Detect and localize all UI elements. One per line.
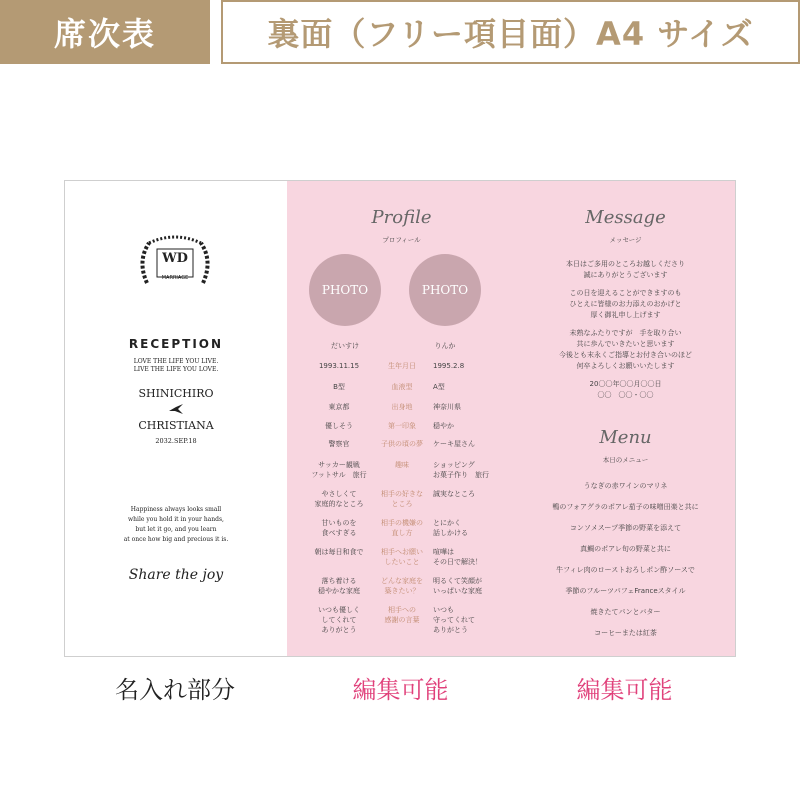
- profile-right-value: A型: [433, 383, 445, 391]
- header-tag: 席次表: [0, 0, 210, 64]
- message-line: 未熟なふたりですが 手を取り合い: [569, 329, 682, 337]
- profile-right-value: 明るくて笑顔が いっぱいな家庭: [433, 577, 482, 595]
- header-title: 裏面（フリー項目面）A4 サイズ: [221, 0, 800, 64]
- profile-right-value: 穏やか: [433, 422, 454, 430]
- profile-item-label: 相手への 感謝の言葉: [384, 606, 420, 624]
- message-panel: [516, 181, 735, 656]
- profile-right-value: 神奈川県: [433, 403, 461, 411]
- profile-item-label: 相手の機嫌の 直し方: [381, 519, 423, 537]
- quote-line: but let it go, and you learn: [135, 526, 217, 533]
- profile-left-value: 1993.11.15: [318, 362, 360, 370]
- profile-left-value: いつも優しく してくれて ありがとう: [318, 606, 360, 634]
- label-editable-message: 編集可能: [576, 676, 673, 704]
- message-line: 20〇〇年〇〇月〇〇日: [589, 380, 662, 388]
- label-editable-profile: 編集可能: [352, 676, 449, 704]
- profile-left-value: 甘いものを 食べすぎる: [321, 519, 357, 537]
- photo-right: PHOTO: [409, 254, 481, 326]
- profile-item-label: 第一印象: [388, 422, 416, 430]
- quote-line: while you hold it in your hands,: [128, 516, 224, 523]
- profile-right-value: とにかく 話しかける: [433, 519, 468, 537]
- profile-right-value: 誠実なところ: [433, 490, 475, 498]
- seating-chart-sheet: [64, 180, 736, 657]
- menu-title: Menu: [599, 427, 652, 448]
- message-line: 今後とも末永くご指導とお付き合いのほど: [559, 351, 692, 359]
- menu-item: うなぎの赤ワインのマリネ: [583, 482, 668, 490]
- menu-item: 真鯛のポアレ旬の野菜と共に: [580, 545, 671, 553]
- motto-2: LIVE THE LIFE YOU LOVE.: [133, 366, 219, 373]
- menu-item: コンソメスープ季節の野菜を添えて: [569, 524, 682, 532]
- message-line: 〇〇 〇〇・〇〇: [597, 391, 654, 399]
- bride-name: CHRISTIANA: [138, 419, 214, 432]
- profile-item-label: 出身地: [391, 403, 413, 411]
- profile-item-label: 相手へお願い したいこと: [381, 548, 423, 566]
- profile-subtitle: プロフィール: [382, 236, 421, 244]
- profile-left-value: 朝は毎日和食で: [314, 548, 364, 556]
- profile-left-value: 優しそう: [325, 422, 353, 430]
- quote-line: at once how big and precious it is.: [123, 536, 229, 543]
- profile-right-value: 喧嘩は その日で解決！: [433, 548, 482, 566]
- share-the-joy: Share the joy: [128, 567, 224, 583]
- menu-item: 鴨のフォアグラのポアレ茄子の味噌田楽と共に: [552, 503, 699, 511]
- name-panel: [65, 181, 287, 656]
- quote-line: Happiness always looks small: [130, 506, 222, 513]
- name-left: だいすけ: [331, 342, 359, 350]
- message-line: 厚く御礼申し上げます: [590, 311, 661, 319]
- menu-item: 季節のフルーツパフェFranceスタイル: [565, 587, 686, 595]
- profile-item-label: 生年月日: [388, 362, 416, 370]
- profile-left-value: やさしくて 家庭的なところ: [314, 490, 364, 508]
- profile-right-value: 1995.2.8: [433, 362, 465, 370]
- message-line: ひとえに皆様のお力添えのおかげと: [569, 300, 682, 308]
- profile-left-value: B型: [333, 383, 345, 391]
- message-line: この日を迎えることができますのも: [569, 289, 682, 297]
- swallow-icon: [167, 403, 185, 415]
- profile-left-value: 警察官: [328, 440, 350, 448]
- menu-item: 牛フィレ肉のローストおろしポン酢ソースで: [556, 566, 695, 574]
- profile-left-value: サッカー観戦 フットサル 旅行: [311, 461, 367, 479]
- profile-right-value: ショッピング お菓子作り 旅行: [433, 461, 489, 479]
- profile-item-label: 子供の頃の夢: [381, 440, 423, 448]
- message-title: Message: [585, 207, 666, 228]
- profile-panel: [287, 181, 516, 656]
- monogram: WD: [162, 251, 188, 266]
- profile-title: Profile: [371, 207, 432, 228]
- reception-title: RECEPTION: [128, 337, 224, 351]
- profile-right-value: いつも 守ってくれて ありがとう: [433, 606, 475, 634]
- menu-item: コーヒーまたは紅茶: [594, 629, 657, 637]
- message-line: 共に歩んでいきたいと思います: [576, 340, 675, 348]
- profile-left-value: 落ち着ける 穏やかな家庭: [318, 577, 360, 595]
- motto-1: LOVE THE LIFE YOU LIVE.: [133, 358, 219, 365]
- menu-subtitle: 本日のメニュー: [602, 456, 649, 464]
- profile-item-label: どんな家庭を 築きたい？: [381, 577, 423, 595]
- monogram-sub: MARRIAGE: [161, 275, 189, 281]
- groom-name: SHINICHIRO: [138, 387, 214, 400]
- message-subtitle: メッセージ: [609, 236, 642, 244]
- profile-item-label: 趣味: [395, 461, 409, 469]
- message-line: 本日はご多用のところお越しくださり: [566, 260, 685, 268]
- label-name-area: 名入れ部分: [115, 676, 235, 704]
- photo-left: PHOTO: [309, 254, 381, 326]
- profile-right-value: ケーキ屋さん: [433, 440, 475, 448]
- message-line: 何卒よろしくお願いいたします: [576, 362, 675, 370]
- message-line: 誠にありがとうございます: [583, 271, 668, 279]
- profile-item-label: 血液型: [391, 383, 413, 391]
- menu-item: 焼きたてパンとバター: [590, 608, 661, 616]
- quote: [65, 505, 287, 545]
- profile-item-label: 相手の好きな ところ: [381, 490, 423, 508]
- profile-left-value: 東京都: [328, 403, 350, 411]
- name-right: りんか: [434, 342, 456, 350]
- wedding-date: 2032.SEP.18: [155, 437, 197, 445]
